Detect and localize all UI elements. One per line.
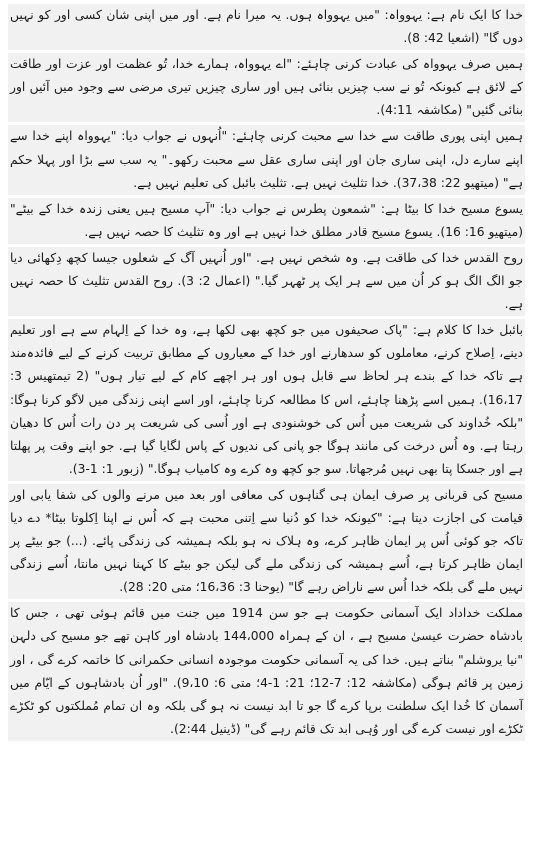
paragraph-holy-spirit (8, 247, 525, 316)
paragraph-ransom (8, 484, 525, 599)
paragraph-text: خدا کا ایک نام ہے: یہوواہ: "میں یہوواہ ہوں. یہ میرا نام ہے. اور میں اپنی شان کسی اور کو نہیں دوں گا" (اشعیا 42: 8). (10, 8, 523, 46)
paragraph-bible (8, 319, 525, 481)
paragraph-kingdom (8, 602, 525, 741)
paragraph-son-of-god (8, 198, 525, 244)
paragraph-text: ہمیں صرف یہوواہ کی عبادت کرنی چاہئے: "اے یہوواہ، ہمارے خدا، تُو عظمت اور عزت اور طاقت کے لائق ہے کیونکہ تُو نے سب چیزیں بنائی ہیں اور ساری چیزیں تیری مرضی سے وجود میں آئیں اور بنائی گئیں" (مکاشفہ 4:11). (10, 57, 523, 118)
paragraph-text: بائبل خدا کا کلام ہے: "پاک صحیفوں میں جو کچھ بھی لکھا ہے، وہ خدا کے اِلہام سے ہے اور تعلیم دینے، اِصلاح کرنے، معاملوں کو سدھارنے اور خدا کے معیاروں کے مطابق تربیت کرنے کے لیے فائدہ‌مند ہے تاکہ خدا کے بندے ہر لحاظ سے قابل ہوں اور ہر اچھے کام کے لیے تیار ہوں" (2 تیمتھیس 3: 16،17). ہمیں اسے پڑھنا چاہئے، اس کا مطالعہ کرنا چاہئے، اور اسے اپنی زندگی میں لاگو کرنا ہوگا: "بلکہ خُداوند کی شریعت میں اُس کی خوشنودی ہے اور اُسی کی شریعت پر دن رات اُس کا دھیان رہتا ہے. وہ اُس درخت کی مانند ہوگا جو پانی کی ندیوں کے پاس لگایا گیا ہے. جو اپنے وقت پر پھلتا ہے اور جسکا پتا بھی نہیں مُرجھاتا. سو جو کچھ وہ کرے وہ کامیاب ہوگا." (زبور 1: 1-3). (10, 323, 524, 476)
paragraph-text: مسیح کی قربانی پر صرف ایمان ہی گناہوں کی معافی اور بعد میں مرنے والوں کی شفا یابی اور قیامت کی اجازت دیتا ہے: "کیونکہ خدا کو دُنیا سے اِتنی محبت ہے کہ اُس نے اپنا اِکلوتا بیٹا* دے دیا تاکہ جو کوئی اُس پر ایمان ظاہر کرے، وہ ہلاک نہ ہو بلکہ ہمیشہ کی زندگی پائے. (...) جو بیٹے پر ایمان ظاہر کرتا ہے، اُسے ہمیشہ کی زندگی ملے گی لیکن جو بیٹے کا کہنا نہیں مانتا، اُسے زندگی نہیں ملے گی بلکہ خدا اُس سے ناراض رہے گا" (یوحنا 3: 16،36؛ متی 20: 28). (10, 487, 523, 595)
paragraph-divine-name (8, 4, 525, 50)
paragraph-text: مملکت خداداد ایک آسمانی حکومت ہے جو سن 1914 میں جنت میں قائم ہوئی تھی ، جس کا بادشاہ حضرت عیسیٰ مسیح ہے ، ان کے ہمراہ 144،000 بادشاہ اور کاہن تھے جو مسیح کی دلہن "نیا یروشلم" بناتے ہیں. خدا کی یہ آسمانی حکومت موجودہ انسانی حکمرانی کا خاتمہ کرے گی ، اور زمین پر قائم ہوگی (مکاشفہ 12: 7-12؛ 21: 1-4؛ متی 6: 9،10). "اور اُن بادشاہوں کے ایّام میں آسمان کا خُدا ایک سلطنت برپا کرے گا جو تا ابد نیست نہ ہو گی بلکہ وہ ان تمام مُملکتوں کو ٹکڑے ٹکڑے اور نیست کرے گی اور وُہی ابد تک قائم رہے گی" (ڈینیل 2:44). (10, 606, 524, 736)
paragraph-text: روح القدس خدا کی طاقت ہے. وہ شخص نہیں ہے. "اور اُنہیں آگ کے شعلوں جیسا کچھ دِکھائی دیا جو الگ الگ ہو کر اُن میں سے ہر ایک پر ٹھہر گیا." (اعمال 2: 3). روح القدس تثلیث کا حصہ نہیں ہے. (10, 250, 523, 312)
paragraph-love-god (8, 125, 525, 194)
paragraph-text: ہمیں اپنی پوری طاقت سے خدا سے محبت کرنی چاہئے: "اُنہوں نے جواب دیا: "یہوواہ اپنے خدا سے اپنے سارے دل، اپنی ساری جان اور اپنی ساری عقل سے محبت رکھو۔" یہ سب سے بڑا اور پہلا حکم ہے" (میتھیو 22: 37،38). خدا تثلیث نہیں ہے. تثلیث بائبل کی تعلیم نہیں ہے. (10, 129, 523, 190)
paragraph-worship (8, 53, 525, 122)
paragraph-text: یسوع مسیح خدا کا بیٹا ہے: "شمعون پطرس نے جواب دیا: "آپ مسیح ہیں یعنی زندہ خدا کے بیٹے" (میتھیو 16: 16). یسوع مسیح قادر مطلق خدا نہیں ہے اور وہ تثلیث کا حصہ نہیں ہے. (10, 201, 523, 239)
